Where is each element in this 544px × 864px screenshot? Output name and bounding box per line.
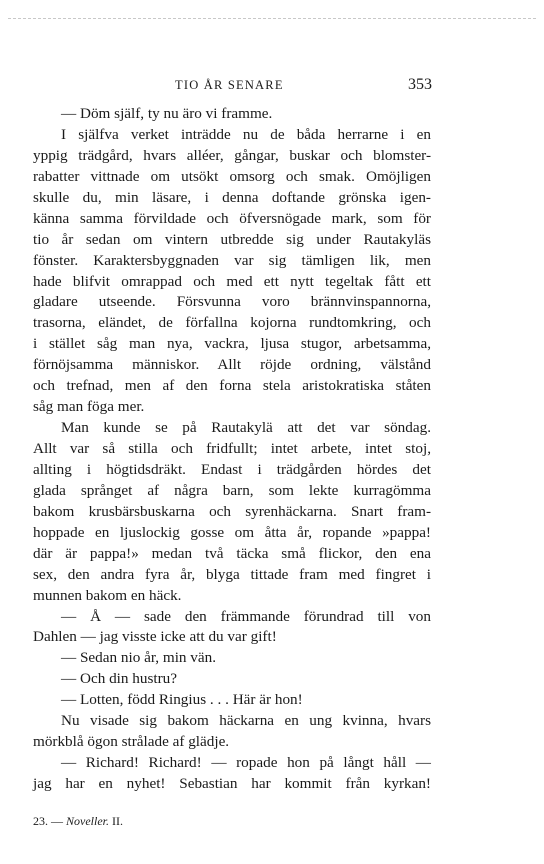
- text-line: fönster. Karaktersbyggnaden var sig tämligen lik, men: [33, 251, 431, 269]
- text-line: där är pappa!» medan två täcka små flickor, den ena: [33, 544, 431, 562]
- text-line: Man kunde se på Rautakylä att det var söndag.: [61, 419, 431, 437]
- text-line: förnöjsamma människor. Allt röjde ordning, välstånd: [33, 356, 431, 374]
- text-line: känna samma förvildade och öfversnögade mark, som för: [33, 209, 431, 227]
- page-top-edge: [8, 18, 536, 19]
- text-line: tio år sedan om vintern utbredde sig under Rautakyläs: [33, 230, 431, 248]
- page-number: 353: [408, 76, 432, 93]
- running-title: TIO ÅR SENARE: [175, 78, 284, 92]
- text-line: sex, den andra fyra år, blyga tittade fram med fingret i: [33, 565, 431, 583]
- text-line: mörkblå ögon strålade af glädje.: [33, 733, 230, 751]
- text-line: rabatter vittnade om utsökt omsorg och smak. Omöjligen: [33, 167, 431, 185]
- text-line: Allt var så stilla och fridfullt; intet arbete, intet stoj,: [33, 440, 431, 457]
- text-line: trasorna, eländet, de förfallna kojorna rundtomkring, och: [33, 314, 431, 332]
- text-line: allting i högtidsdräkt. Endast i trädgården hördes det: [33, 460, 431, 478]
- text-line: såg man föga mer.: [33, 398, 145, 416]
- signature-mark: [33, 814, 123, 829]
- text-line: munnen bakom en häck.: [33, 586, 182, 604]
- text-line: — Richard! Richard! — ropade hon på långt håll —: [61, 754, 431, 772]
- text-line: Dahlen — jag visste icke att du var gift!: [33, 628, 277, 646]
- text-line: — Och din hustru?: [61, 670, 177, 688]
- text-line: skulle du, min läsare, i denna doftande grönska igen-: [33, 188, 431, 206]
- text-line: — Å — sade den främmande förundrad till von: [61, 607, 431, 625]
- text-line: hade blifvit omrappad och med ett nytt tegeltak fått ett: [33, 272, 431, 290]
- text-line: — Döm själf, ty nu äro vi framme.: [61, 105, 273, 122]
- text-line: glada språnget af några barn, som lekte kurragömma: [33, 481, 431, 499]
- text-line: — Sedan nio år, min vän.: [61, 649, 217, 667]
- text-line: i stället såg man nya, vackra, ljusa stugor, arbetsamma,: [33, 335, 431, 353]
- text-line: yppig trädgård, hvars alléer, gångar, buskar och blomster-: [33, 146, 431, 164]
- signature-number: 23. —: [33, 814, 63, 828]
- running-head: [48, 78, 432, 98]
- text-line: hoppade en ljuslockig gosse om åtta år, ropande »pappa!: [33, 523, 431, 541]
- text-line: bakom krusbärsbuskarna och syrenhäckarna. Snart fram-: [33, 502, 431, 520]
- text-line: gladare utseende. Försvunna voro brännvinspannorna,: [33, 293, 431, 311]
- text-line: Nu visade sig bakom häckarna en ung kvinna, hvars: [61, 712, 431, 730]
- text-line: — Lotten, född Ringius . . . Här är hon!: [61, 691, 303, 709]
- signature-title: Noveller.: [66, 814, 109, 828]
- text-line: jag har en nyhet! Sebastian har kommit från kyrkan!: [33, 775, 431, 792]
- signature-volume: II.: [112, 814, 123, 828]
- text-line: och trefnad, men af den forna stela aristokratiska ståten: [33, 377, 431, 395]
- text-line: I själfva verket inträdde nu de båda herrarne i en: [61, 125, 431, 143]
- body-text: [33, 104, 431, 795]
